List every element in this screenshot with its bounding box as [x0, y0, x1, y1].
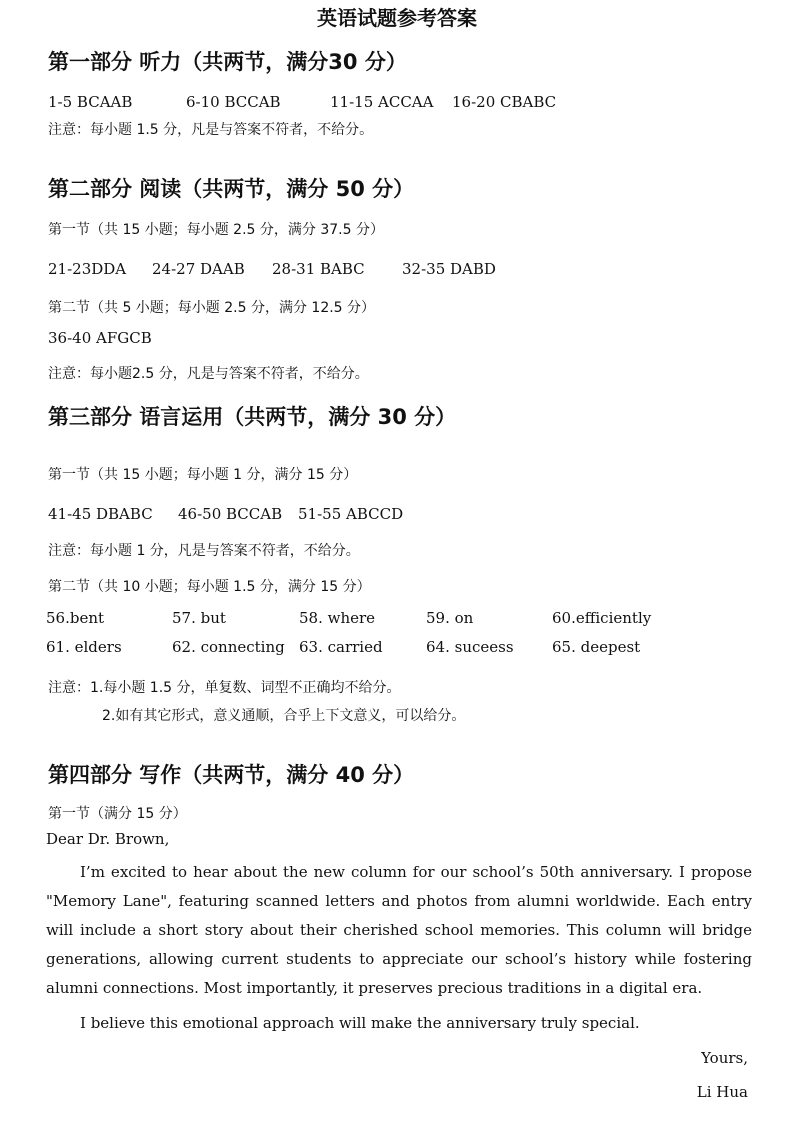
part3-heading: 第三部分 语言运用（共两节，满分 30 分）: [48, 405, 457, 429]
part1-answer-1: 1-5 BCAAB: [48, 93, 133, 111]
part2-section1: 第一节（共 15 小题；每小题 2.5 分，满分 37.5 分）: [48, 222, 384, 238]
part3-note1: 注意：每小题 1 分，凡是与答案不符者，不给分。: [48, 543, 360, 559]
part3-answer-2: 46-50 BCCAB: [178, 505, 283, 523]
letter-paragraph-2: I believe this emotional approach will make the anniversary truly special.: [80, 1014, 640, 1032]
letter-body-2: [46, 1009, 752, 1038]
blank-59: 59. on: [426, 609, 474, 627]
part1-answer-3: 11-15 ACCAA: [330, 93, 434, 111]
part2-heading: 第二部分 阅读（共两节，满分 50 分）: [48, 177, 415, 201]
letter-body: [46, 858, 752, 1003]
letter-paragraph-1: I’m excited to hear about the new column for our school’s 50th anniversary. I propose "Memory Lane", featuring scanned letters and photos from alumni worldwide. Each entry will include a short story about their cherished school memories. This column will bridge generations, allowing current students to appreciate our school’s history while fostering alumni connections. Most importantly, it preserves precious traditions in a digital era.: [46, 863, 752, 997]
blank-60: 60.efficiently: [552, 609, 652, 627]
part3-answer-3: 51-55 ABCCD: [298, 505, 404, 523]
part3-note2-line1: 注意：1.每小题 1.5 分，单复数、词型不正确均不给分。: [48, 680, 401, 696]
part2-answer-4: 32-35 DABD: [402, 260, 496, 278]
part2-answer-1: 21-23DDA: [48, 260, 127, 278]
part3-answer-1: 41-45 DBABC: [48, 505, 153, 523]
part1-answer-2: 6-10 BCCAB: [186, 93, 281, 111]
part2-answers2: 36-40 AFGCB: [48, 329, 152, 347]
letter-closing: Yours,: [701, 1049, 748, 1067]
part3-section2: 第二节（共 10 小题；每小题 1.5 分，满分 15 分）: [48, 579, 371, 595]
blank-58: 58. where: [299, 609, 376, 627]
part4-heading: 第四部分 写作（共两节，满分 40 分）: [48, 763, 415, 787]
part2-answer-2: 24-27 DAAB: [152, 260, 245, 278]
letter-salutation: Dear Dr. Brown,: [46, 830, 170, 848]
part4-section1: 第一节（满分 15 分）: [48, 806, 187, 822]
part1-heading: 第一部分 听力（共两节，满分30 分）: [48, 50, 407, 74]
part3-section1: 第一节（共 15 小题；每小题 1 分，满分 15 分）: [48, 467, 358, 483]
blank-61: 61. elders: [46, 638, 122, 656]
blank-64: 64. suceess: [426, 638, 514, 656]
blank-63: 63. carried: [299, 638, 383, 656]
blank-62: 62. connecting: [172, 638, 285, 656]
part3-note2-line2: 2.如有其它形式，意义通顺，合乎上下文意义，可以给分。: [102, 708, 466, 724]
blank-57: 57. but: [172, 609, 226, 627]
part2-section2: 第二节（共 5 小题；每小题 2.5 分，满分 12.5 分）: [48, 300, 376, 316]
part2-answer-3: 28-31 BABC: [272, 260, 365, 278]
part2-note: 注意：每小题2.5 分，凡是与答案不符者，不给分。: [48, 366, 369, 382]
part1-note: 注意：每小题 1.5 分，凡是与答案不符者，不给分。: [48, 122, 374, 138]
blank-65: 65. deepest: [552, 638, 641, 656]
blank-56: 56.bent: [46, 609, 105, 627]
page-title: 英语试题参考答案: [317, 6, 477, 30]
part1-answer-4: 16-20 CBABC: [452, 93, 557, 111]
letter-signature: Li Hua: [696, 1083, 748, 1101]
